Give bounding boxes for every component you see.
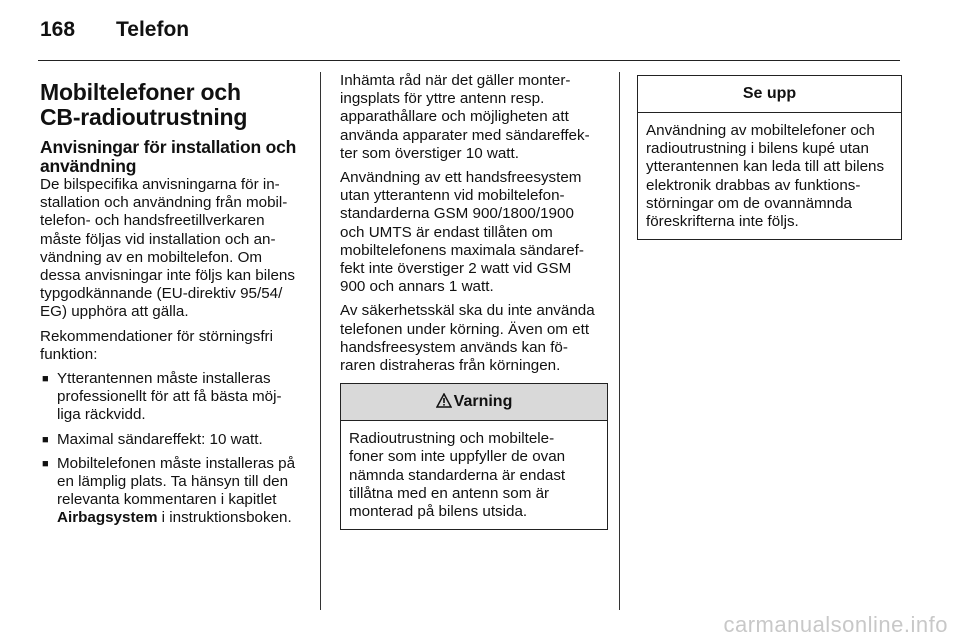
warning-header — [341, 384, 607, 421]
list-item: ■ Mobiltelefonen måste installeras på en lämplig plats. Ta hänsyn till den relevanta kommentaren i kapitlet Airbagsystem i instruktionsboken. — [42, 454, 296, 527]
column-right — [637, 72, 902, 240]
section-subtitle: Anvisningar för installation och användning — [40, 137, 297, 176]
column-left — [40, 72, 310, 534]
warning-box — [340, 383, 608, 530]
page-number: 168 — [40, 18, 76, 41]
paragraph-recommendations: Rekommendationer för störningsfri funktion: — [40, 327, 273, 363]
column-divider — [320, 72, 321, 610]
caution-body: Användning av mobiltelefoner och radioutrustning i bilens kupé utan ytterantennen kan leda till att bilens elektronik drabbas av funktions- störningar om de ovannämnda föreskrifterna inte följs. — [646, 122, 885, 231]
airbag-reference: Airbagsystem — [57, 509, 158, 527]
bullet-square-icon: ■ — [42, 457, 49, 470]
list-item: ■ Maximal sändareffekt: 10 watt. — [42, 430, 263, 448]
warning-title: Varning — [453, 393, 513, 411]
warning-triangle-icon — [436, 386, 452, 422]
caution-header: Se upp — [638, 76, 901, 113]
watermark: carmanualsonline.info — [723, 612, 948, 637]
bullet-square-icon: ■ — [42, 373, 49, 386]
column-middle — [340, 72, 608, 530]
warning-body: Radioutrustning och mobiltele- foner som inte uppfyller de ovan nämnda standarderna är endast tillåtna med en antenn som är monterad på bilens utsida. — [349, 430, 566, 521]
section-title: Mobiltelefoner och CB-radioutrustning — [40, 79, 248, 130]
column-divider — [619, 72, 620, 610]
paragraph-installation: De bilspecifika anvisningarna för in- stallation och användning från mobil- telefon- och handsfreetillverkaren måste följas vid installation och an- vändning av en mobiltelefon. Om dessa anvisningar inte följs kan bilens typgodkännande (EU-direktiv 95/54/ EG) upphöra att gälla. — [40, 176, 295, 321]
bullet-square-icon: ■ — [42, 433, 49, 446]
paragraph-antenna-advice: Inhämta råd när det gäller monter- ingsplats för yttre antenn resp. apparathållare och möjligheten att använda apparater med sändareffek- ter som överstiger 10 watt. — [340, 72, 590, 162]
paragraph-safety: Av säkerhetsskäl ska du inte använda telefonen under körning. Även om ett handsfreesystem används kan fö- raren distraheras från körningen. — [340, 302, 595, 375]
recommendation-list — [40, 370, 310, 528]
paragraph-handsfree: Användning av ett handsfreesystem utan ytterantenn vid mobiltelefon- standarderna GSM 900/1800/1900 och UMTS är endast tillåten om mobiltelefonens maximala sändaref- fekt inte överstiger 2 watt vid GSM 900 och annars 1 watt. — [340, 169, 584, 296]
list-item: ■ Ytterantennen måste installeras professionellt för att få bästa möj- liga räckvidd. — [42, 370, 282, 424]
header-rule — [38, 60, 900, 61]
caution-box — [637, 75, 902, 240]
chapter-title: Telefon — [116, 18, 190, 41]
